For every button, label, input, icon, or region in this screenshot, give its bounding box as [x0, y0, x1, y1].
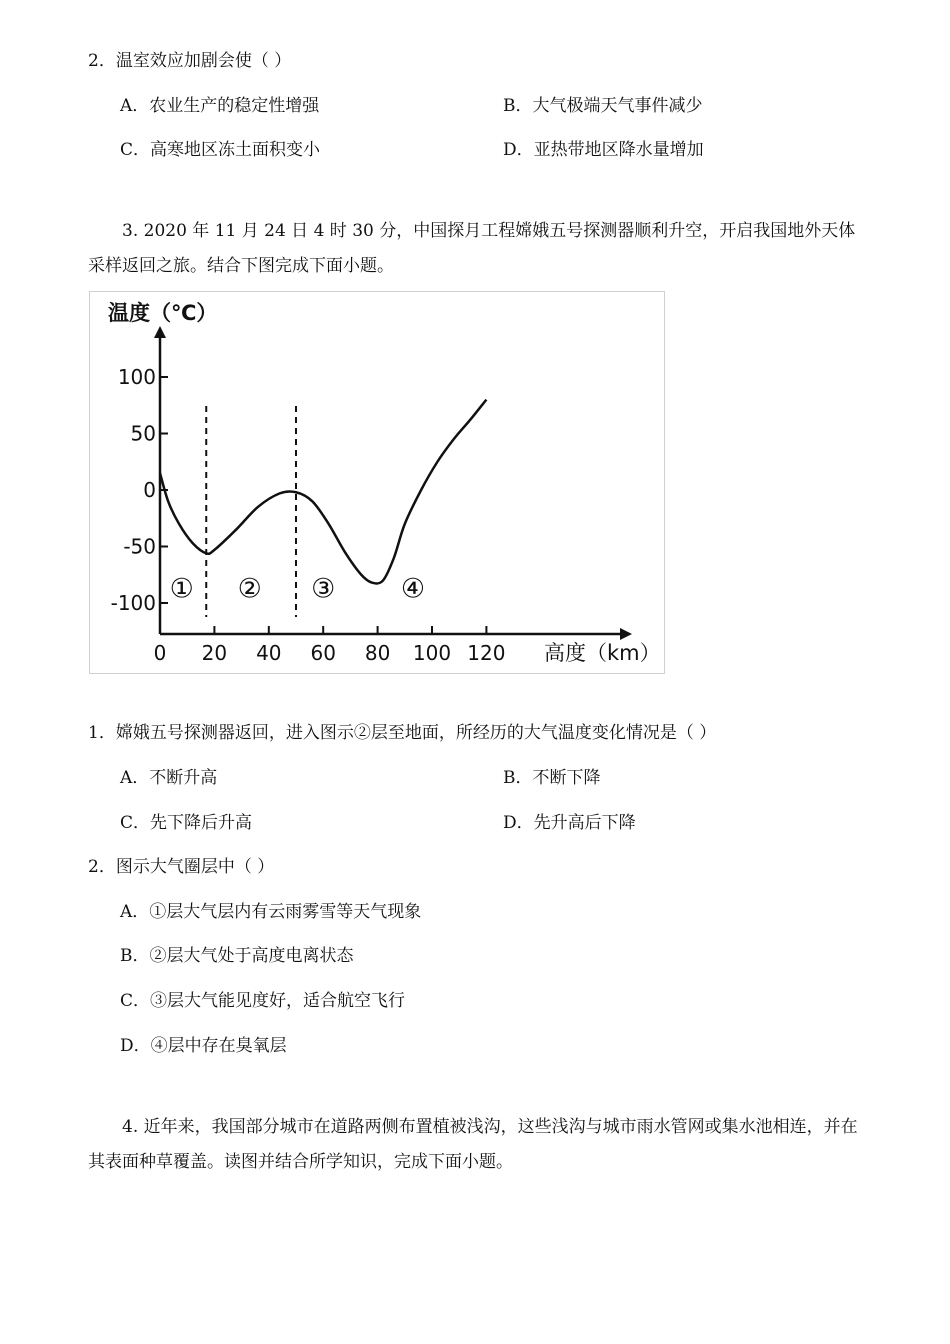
x-axis-label: 高度（km）: [544, 641, 661, 665]
x-tick-label: 40: [256, 641, 282, 665]
x-tick-label: 120: [467, 641, 506, 665]
q2-option-d: D．④层中存在臭氧层: [120, 1036, 287, 1056]
y-tick-label: -50: [123, 534, 156, 559]
y-tick-label: 50: [130, 421, 156, 446]
intro-vegetation-swale: 4. 近年来，我国部分城市在道路两侧布置植被浅沟，这些浅沟与城市雨水管网或集水池相连，并在其表面种草覆盖。读图并结合所学知识，完成下面小题。: [88, 1117, 858, 1172]
temperature-curve: [160, 400, 486, 584]
q2-option-a: A．①层大气层内有云雨雾雪等天气现象: [120, 902, 422, 922]
q1-option-b: B．不断下降: [503, 768, 601, 788]
x-tick-label: 80: [364, 641, 391, 665]
option-c: C．高寒地区冻土面积变小: [120, 140, 321, 160]
q2-option-b: B．②层大气处于高度电离状态: [120, 946, 354, 966]
option-a: A．农业生产的稳定性增强: [120, 96, 320, 116]
layer-label: ①: [169, 573, 194, 605]
x-tick-label: 20: [201, 641, 228, 665]
x-tick-label: 100: [412, 641, 452, 665]
atmosphere-temperature-chart: [89, 291, 665, 674]
y-axis-label: 温度（℃）: [108, 301, 218, 325]
y-tick-label: 0: [143, 478, 156, 502]
layer-label: ④: [400, 573, 426, 605]
q1-option-d: D．先升高后下降: [503, 813, 636, 833]
x-axis-arrow: [620, 628, 632, 640]
option-d: D．亚热带地区降水量增加: [503, 140, 704, 160]
y-axis-arrow: [154, 326, 166, 338]
layer-label: ③: [311, 573, 336, 605]
q2-option-c: C．③层大气能见度好，适合航空飞行: [120, 991, 406, 1011]
x-tick-label: 0: [153, 641, 167, 665]
q1-option-a: A．不断升高: [120, 768, 218, 788]
chart-svg: [90, 292, 664, 673]
question-q2: 2．图示大气圈层中（ ）: [88, 857, 275, 877]
q1-option-c: C．先下降后升高: [120, 813, 253, 833]
intro-chang-e: 3. 2020 年 11 月 24 日 4 时 30 分，中国探月工程嫦娥五号探测器顺利升空，开启我国地外天体采样返回之旅。结合下图完成下面小题。: [88, 221, 856, 276]
y-tick-label: -100: [110, 591, 156, 615]
question-greenhouse: 2．温室效应加剧会使（ ）: [88, 51, 292, 71]
y-tick-label: 100: [117, 365, 156, 389]
x-tick-label: 60: [310, 641, 336, 665]
question-q1: 1．嫦娥五号探测器返回，进入图示②层至地面，所经历的大气温度变化情况是（ ）: [88, 723, 717, 743]
option-b: B．大气极端天气事件减少: [503, 96, 703, 116]
layer-label: ②: [237, 573, 262, 605]
